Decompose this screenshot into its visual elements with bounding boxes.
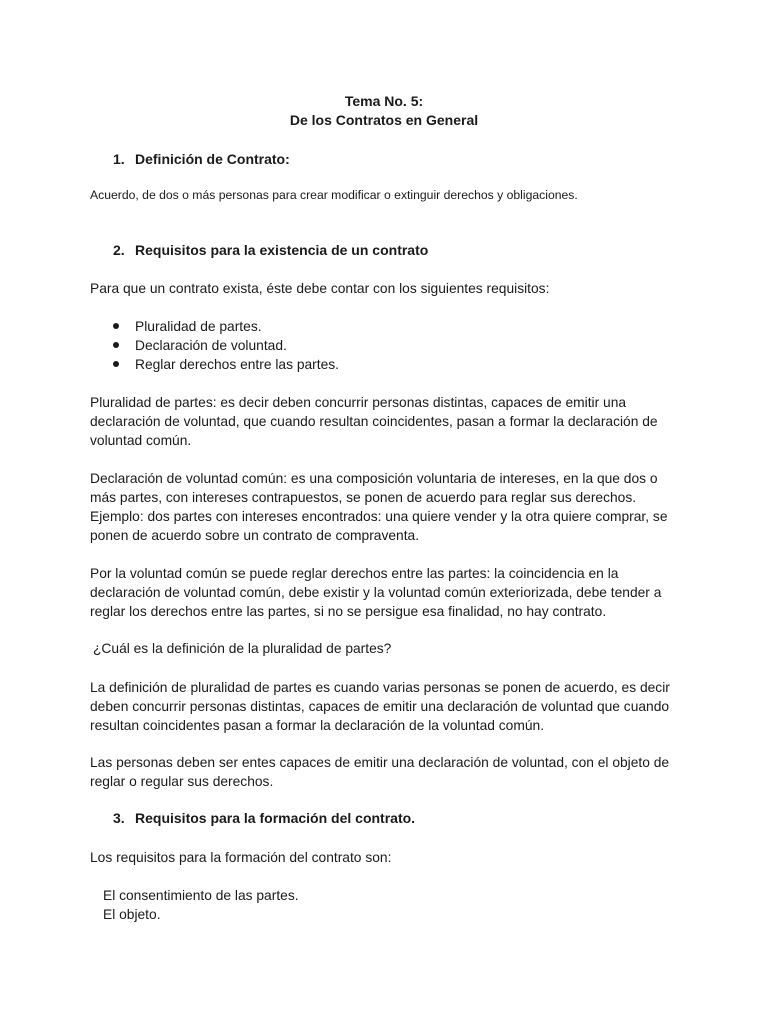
pluralidad-paragraph: Pluralidad de partes: es decir deben concurrir personas distintas, capaces de emitir una declaración de voluntad, que cuando resultan coincidentes, pasan a formar la declaración de voluntad común. xyxy=(90,395,658,448)
section-2-title: Requisitos para la existencia de un contrato xyxy=(135,242,429,258)
personas-paragraph: Las personas deben ser entes capaces de emitir una declaración de voluntad, con el objeto de reglar o regular sus derechos. xyxy=(90,755,670,789)
title-line-2: De los Contratos en General xyxy=(289,112,479,128)
section-1-title: Definición de Contrato: xyxy=(135,151,290,167)
section-2-heading xyxy=(113,242,428,258)
section-2-number: 2. xyxy=(113,242,125,258)
voluntad-paragraph: Por la voluntad común se puede reglar derechos entre las partes: la coincidencia en la declaración de voluntad común, debe existir y la voluntad común exteriorizada, debe tender a reglar los derechos entre las partes, si no se persigue esa finalidad, no hay contrato. xyxy=(90,566,662,619)
question-paragraph: ¿Cuál es la definición de la pluralidad de partes? xyxy=(93,641,392,656)
answer-paragraph: La definición de pluralidad de partes es cuando varias personas se ponen de acuerdo, es decir deben concurrir personas distintas, capaces de emitir una declaración de voluntad que cuando resultan coincidentes pasan a formar la declaración de la voluntad común. xyxy=(90,680,670,733)
declaracion-paragraph: Declaración de voluntad común: es una composición voluntaria de intereses, en la que dos o más partes, con intereses contrapuestos, se ponen de acuerdo para reglar sus derechos. Ejemplo: dos partes con intereses encontrados: una quiere vender y la otra quiere comprar, se ponen de acuerdo sobre un contrato de compraventa. xyxy=(90,471,668,543)
section-3-heading xyxy=(113,810,415,826)
definition-paragraph: Acuerdo, de dos o más personas para crear modificar o extinguir derechos y obligaciones. xyxy=(90,188,578,202)
title-line-1: Tema No. 5: xyxy=(344,93,424,109)
list-item: Reglar derechos entre las partes. xyxy=(113,355,339,374)
list-item: Declaración de voluntad. xyxy=(113,336,339,355)
formacion-list xyxy=(103,886,299,924)
list-item: El objeto. xyxy=(103,907,161,922)
list-item: El consentimiento de las partes. xyxy=(103,888,299,903)
section-1-heading xyxy=(113,151,290,167)
section-1-number: 1. xyxy=(113,151,125,167)
formacion-intro: Los requisitos para la formación del contrato son: xyxy=(90,850,392,865)
section-3-title: Requisitos para la formación del contrato. xyxy=(135,810,416,826)
section-3-number: 3. xyxy=(113,810,125,826)
list-item: Pluralidad de partes. xyxy=(113,317,339,336)
requisitos-intro: Para que un contrato exista, éste debe contar con los siguientes requisitos: xyxy=(90,281,550,296)
requisitos-list xyxy=(113,317,339,374)
